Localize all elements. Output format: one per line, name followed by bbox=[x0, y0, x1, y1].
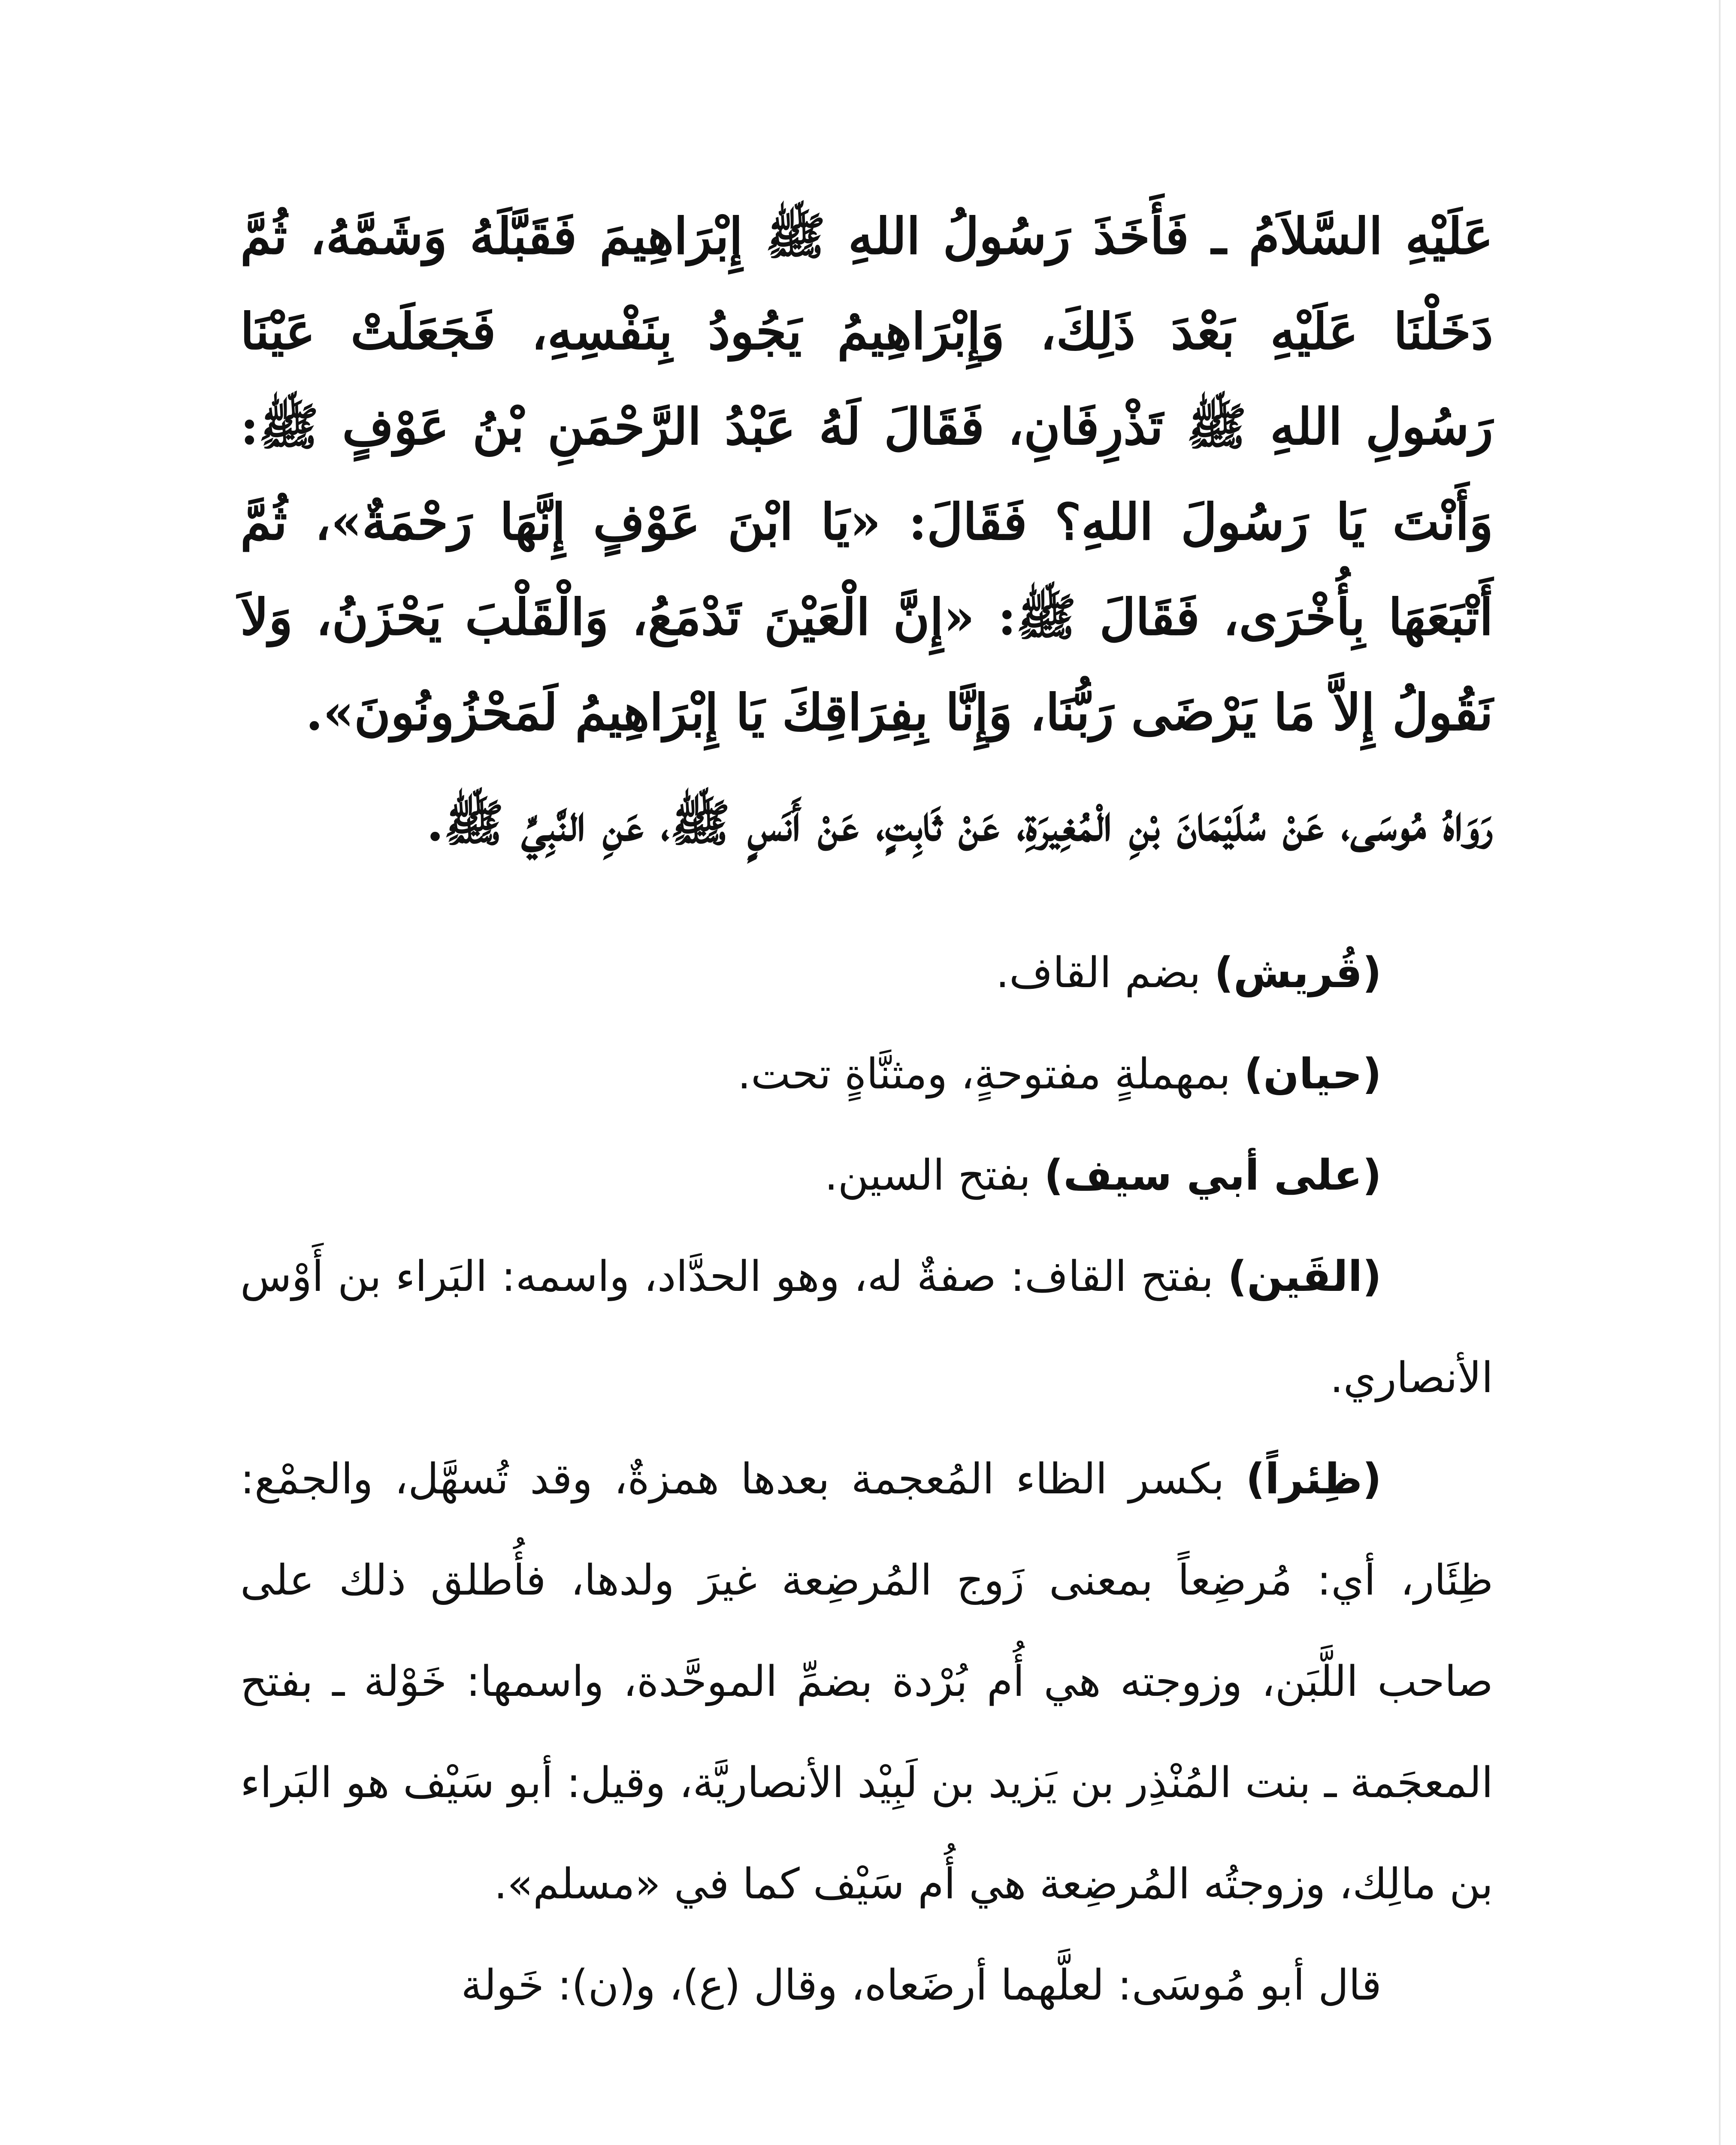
note-qayn bbox=[240, 1226, 1493, 1429]
note-text: بكسر الظاء المُعجمة بعدها همزةٌ، وقد تُسهَّل، والجمْع: ظِئَار، أي: مُرضِعاً بمعنى زَوج المُرضِعة غيرَ ولدها، فأُطلق ذلك على صاحب اللَّبَن، وزوجته هي أُم بُرْدة بضمِّ الموحَّدة، واسمها: خَوْلة ـ بفتح المعجَمة ـ بنت المُنْذِر بن يَزيد بن لَبِيْد الأنصاريَّة، وقيل: أبو سَيْف هو البَراء بن مالِك، وزوجتُه المُرضِعة هي أُم سَيْف كما في «مسلم». bbox=[240, 1455, 1493, 1909]
note-text: قال أبو مُوسَى: لعلَّهما أرضَعاه، وقال (ع)، و(ن): خَولة bbox=[461, 1961, 1382, 2010]
note-hayyan bbox=[240, 1024, 1493, 1125]
note-zir bbox=[240, 1429, 1493, 1935]
note-term: (القَين) bbox=[1228, 1252, 1382, 1301]
hadith-paragraph: عَلَيْهِ السَّلاَمُ ـ فَأَخَذَ رَسُولُ اللهِ ﷺ إِبْرَاهِيمَ فَقَبَّلَهُ وَشَمَّهُ، ثُمَّ دَخَلْنَا عَلَيْهِ بَعْدَ ذَلِكَ، وَإِبْرَاهِيمُ يَجُودُ بِنَفْسِهِ، فَجَعَلَتْ عَيْنَا رَسُولِ اللهِ ﷺ تَذْرِفَانِ، فَقَالَ لَهُ عَبْدُ الرَّحْمَنِ بْنُ عَوْفٍ ﷺ: وَأَنْتَ يَا رَسُولَ اللهِ؟ فَقَالَ: «يَا ابْنَ عَوْفٍ إِنَّهَا رَحْمَةٌ»، ثُمَّ أَتْبَعَهَا بِأُخْرَى، فَقَالَ ﷺ: «إِنَّ الْعَيْنَ تَدْمَعُ، وَالْقَلْبَ يَحْزَنُ، وَلاَ نَقُولُ إِلاَّ مَا يَرْضَى رَبُّنَا، وَإِنَّا بِفِرَاقِكَ يَا إِبْرَاهِيمُ لَمَحْزُونُونَ». bbox=[240, 207, 1493, 742]
note-abi-sayf bbox=[240, 1125, 1493, 1226]
note-term: (ظِئراً) bbox=[1246, 1455, 1382, 1504]
note-abu-musa bbox=[240, 1935, 1493, 2036]
note-quraysh bbox=[240, 922, 1493, 1024]
hadith-narration-chain: رَوَاهُ مُوسَى، عَنْ سُلَيْمَانَ بْنِ الْمُغِيرَةِ، عَنْ ثَابِتٍ، عَنْ أَنَسٍ ﷺ، عَنِ النَّبِيِّ ﷺ. bbox=[426, 794, 1493, 852]
note-text: بفتح السين. bbox=[824, 1151, 1044, 1200]
note-term: (قُريش) bbox=[1214, 949, 1382, 997]
page-text-block bbox=[240, 189, 1493, 2036]
scan-edge-line bbox=[1719, 0, 1721, 2145]
note-term: (على أبي سيف) bbox=[1044, 1151, 1382, 1200]
note-text: بضم القاف. bbox=[995, 949, 1214, 997]
commentary-notes bbox=[240, 922, 1493, 2036]
note-text: بفتح القاف: صفةٌ له، وهو الحدَّاد، واسمه: البَراء بن أَوْس الأنصاري. bbox=[240, 1252, 1493, 1402]
note-term: (حيان) bbox=[1244, 1050, 1382, 1099]
note-text: بمهملةٍ مفتوحةٍ، ومثنَّاةٍ تحت. bbox=[737, 1050, 1244, 1099]
